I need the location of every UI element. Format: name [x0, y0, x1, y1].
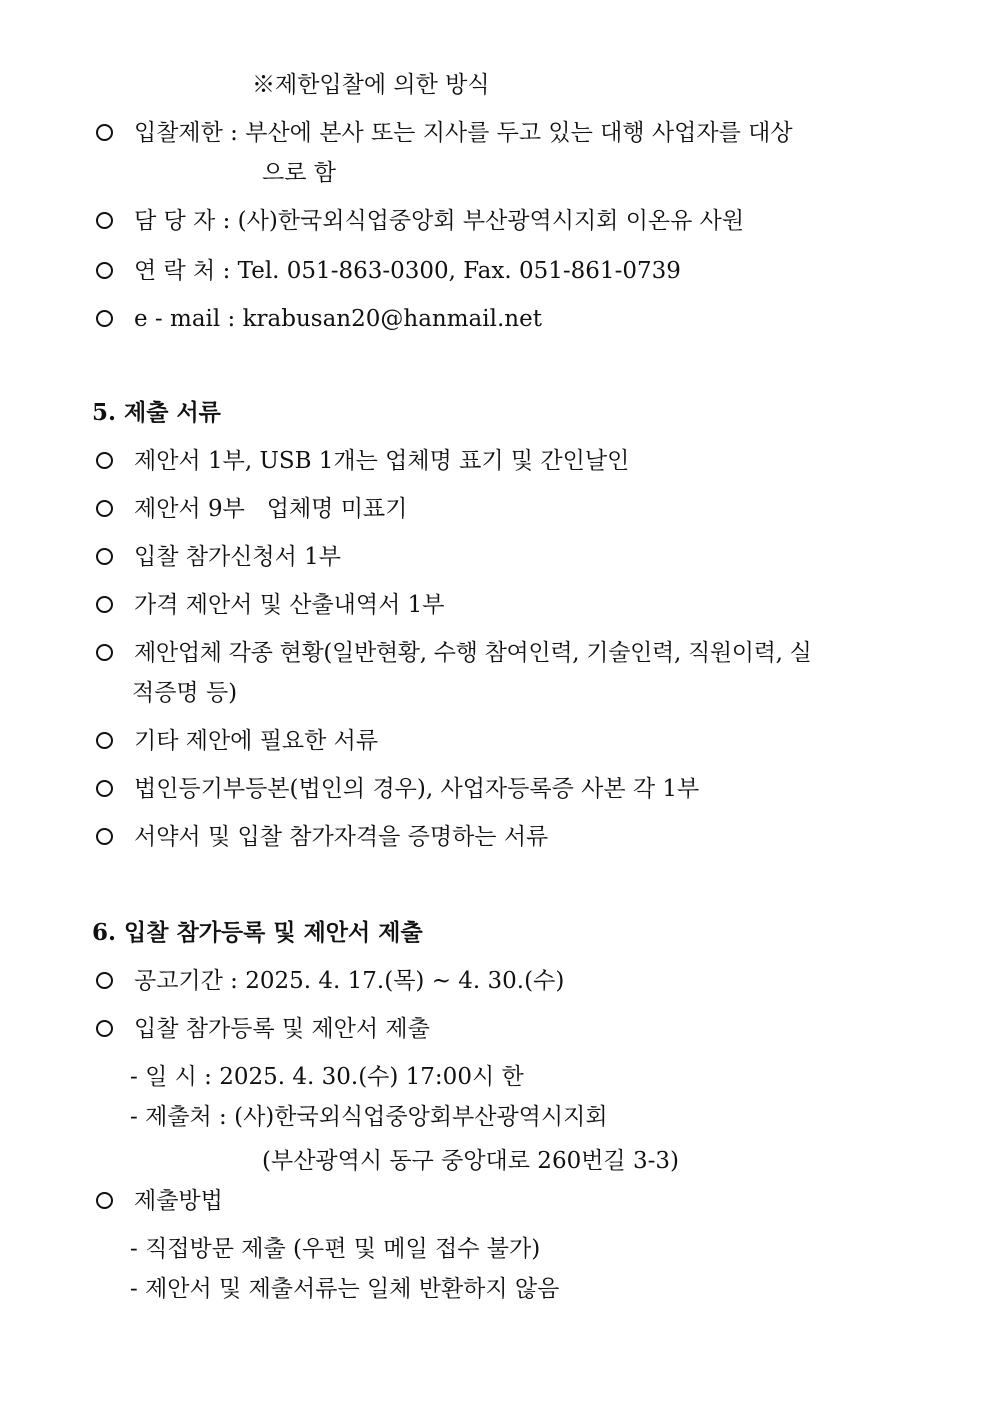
doc-item-text: 법인등기부등본(법인의 경우), 사업자등록증 사본 각 1부 — [134, 776, 700, 802]
doc-item-text: 제안서 1부, USB 1개는 업체명 표기 및 간인날인 — [134, 448, 630, 474]
restriction-note: ※제한입찰에 의한 방식 — [252, 72, 490, 98]
circle-bullet-icon — [96, 972, 113, 989]
section-5-heading: 5. 제출 서류 — [92, 399, 221, 426]
doc-item — [96, 446, 629, 476]
doc-item-text: 기타 제안에 필요한 서류 — [134, 728, 379, 754]
circle-bullet-icon — [96, 262, 113, 279]
method-subitem: - 직접방문 제출 (우편 및 메일 접수 불가) — [130, 1236, 541, 1262]
place-subitem: - 제출처 : (사)한국외식업중앙회부산광역시지회 — [130, 1104, 608, 1130]
circle-bullet-icon — [96, 596, 113, 613]
address-text: (부산광역시 동구 중앙대로 260번길 3-3) — [262, 1148, 679, 1174]
method-item — [96, 1186, 223, 1216]
doc-item-text: 제안업체 각종 현황(일반현황, 수행 참여인력, 기술인력, 직원이력, 실 — [134, 640, 812, 666]
circle-bullet-icon — [96, 548, 113, 565]
doc-item-text: 서약서 및 입찰 참가자격을 증명하는 서류 — [134, 824, 549, 850]
circle-bullet-icon — [96, 780, 113, 797]
registration-item — [96, 1014, 430, 1044]
doc-item — [96, 638, 812, 668]
circle-bullet-icon — [96, 310, 113, 327]
contact-phone-text: 연 락 처 : Tel. 051-863-0300, Fax. 051-861-0739 — [134, 258, 681, 284]
doc-item-text: 입찰 참가신청서 1부 — [134, 544, 341, 570]
restriction-label: 입찰제한 : — [134, 120, 238, 146]
doc-item-text: 가격 제안서 및 산출내역서 1부 — [134, 592, 445, 618]
doc-item — [96, 822, 548, 852]
circle-bullet-icon — [96, 124, 113, 141]
doc-item-text-continued: 적증명 등) — [132, 680, 238, 706]
doc-item — [96, 726, 378, 756]
doc-item — [96, 542, 341, 572]
email-item — [96, 304, 542, 334]
doc-item-text: 제안서 9부 업체명 미표기 — [134, 496, 408, 522]
circle-bullet-icon — [96, 1020, 113, 1037]
period-text: 공고기간 : 2025. 4. 17.(목) ~ 4. 30.(수) — [134, 968, 565, 994]
doc-item — [96, 494, 407, 524]
method-subitem: - 제안서 및 제출서류는 일체 반환하지 않음 — [130, 1276, 560, 1302]
circle-bullet-icon — [96, 452, 113, 469]
circle-bullet-icon — [96, 212, 113, 229]
circle-bullet-icon — [96, 828, 113, 845]
contact-person-item — [96, 206, 744, 236]
circle-bullet-icon — [96, 500, 113, 517]
email-text: e - mail : krabusan20@hanmail.net — [134, 306, 542, 332]
circle-bullet-icon — [96, 732, 113, 749]
circle-bullet-icon — [96, 644, 113, 661]
restriction-text-continued: 으로 함 — [262, 160, 336, 186]
method-text: 제출방법 — [134, 1188, 223, 1214]
registration-text: 입찰 참가등록 및 제안서 제출 — [134, 1016, 430, 1042]
restriction-text: 부산에 본사 또는 지사를 두고 있는 대행 사업자를 대상 — [245, 120, 793, 146]
datetime-subitem: - 일 시 : 2025. 4. 30.(수) 17:00시 한 — [130, 1064, 524, 1090]
section-6-heading: 6. 입찰 참가등록 및 제안서 제출 — [92, 919, 423, 946]
restriction-item — [96, 118, 793, 148]
doc-item — [96, 774, 699, 804]
period-item — [96, 966, 564, 996]
contact-person-text: 담 당 자 : (사)한국외식업중앙회 부산광역시지회 이온유 사원 — [134, 208, 745, 234]
circle-bullet-icon — [96, 1192, 113, 1209]
doc-item — [96, 590, 445, 620]
contact-phone-item — [96, 256, 681, 286]
